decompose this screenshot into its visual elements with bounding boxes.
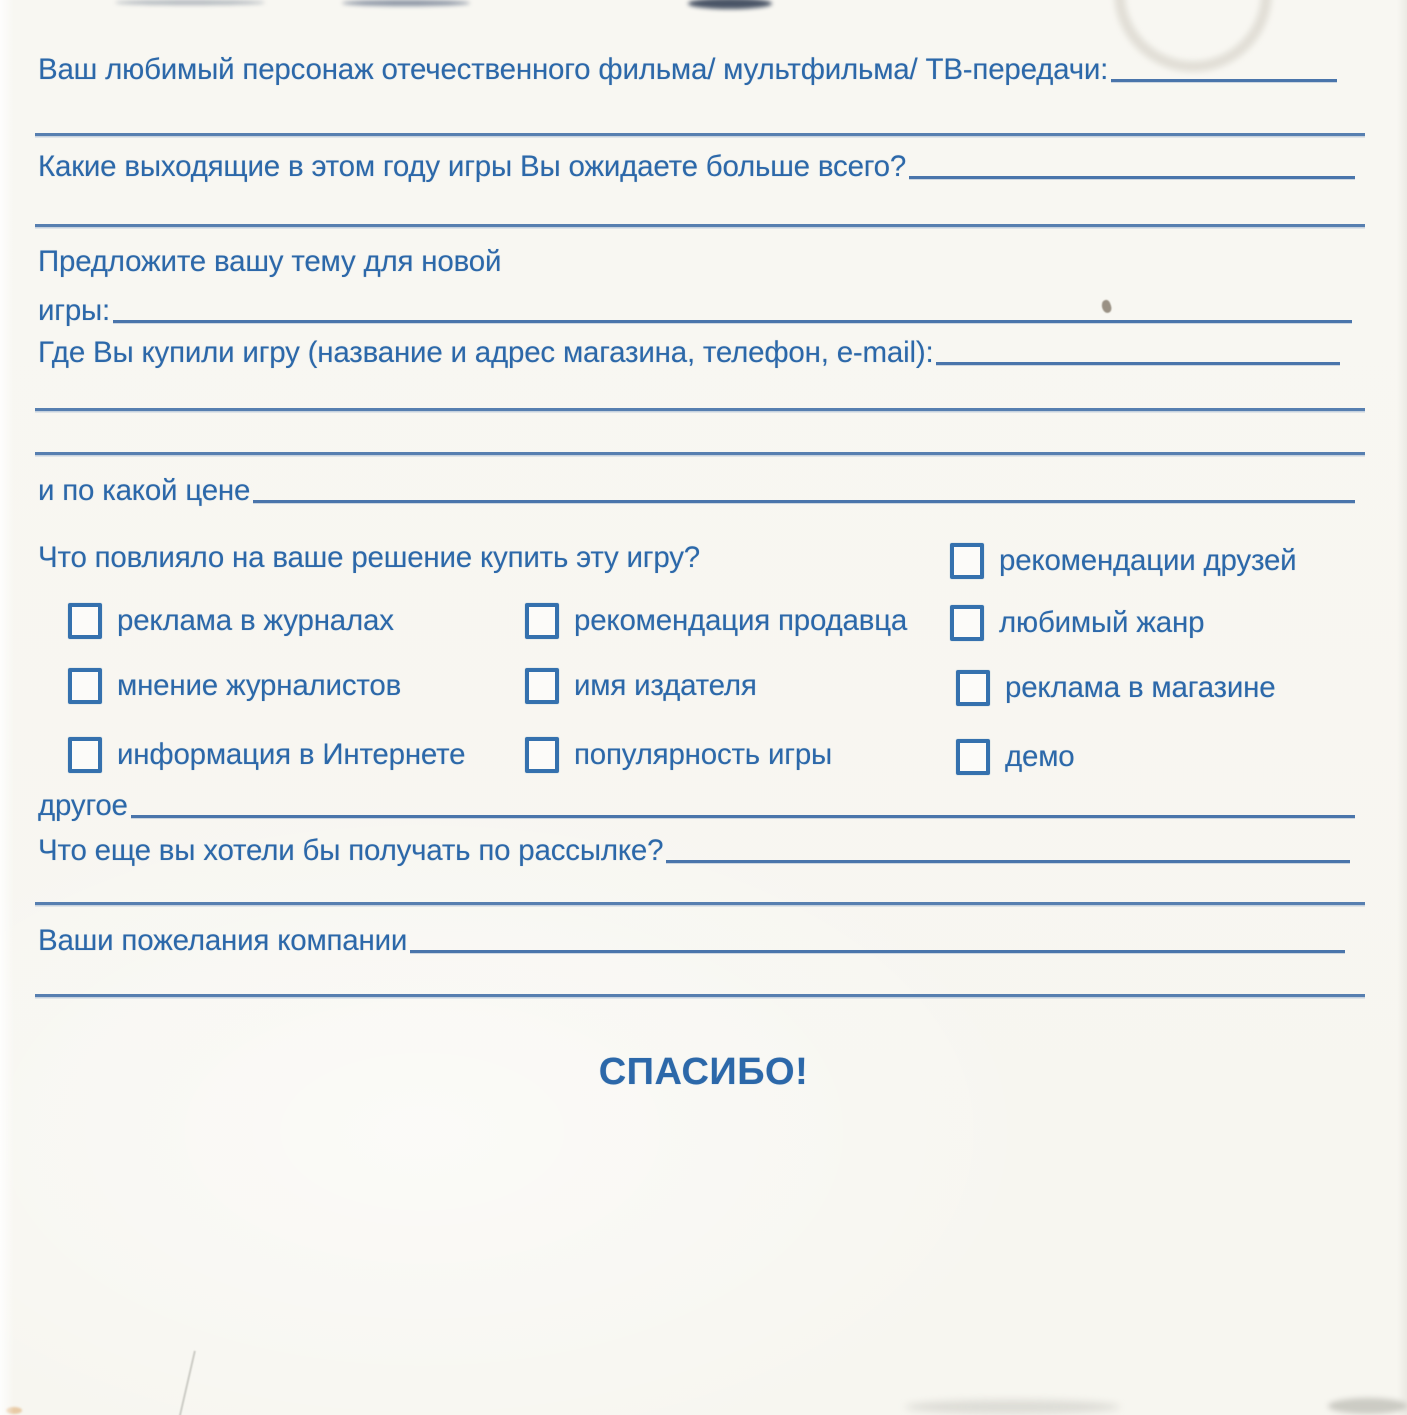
checkbox-label: имя издателя (574, 669, 757, 702)
checkbox[interactable] (950, 543, 984, 579)
checkbox-item-magazine-ads[interactable] (68, 600, 394, 642)
checkbox-item-game-popularity[interactable] (525, 734, 832, 776)
question-wishes (38, 925, 1345, 957)
question-wishes-label: Ваши пожелания компании (38, 924, 408, 957)
answer-line-mailing[interactable] (666, 860, 1350, 863)
question-new-theme-label: игры: (38, 294, 111, 327)
checkbox-label: мнение журналистов (117, 669, 402, 702)
checkbox[interactable] (68, 603, 102, 639)
answer-line-favorite-character[interactable] (1111, 79, 1337, 82)
checkbox[interactable] (525, 668, 559, 704)
question-influence (38, 542, 700, 574)
checkbox-label: популярность игры (574, 738, 833, 771)
answer-line-anticipated-games[interactable] (909, 176, 1355, 179)
scan-hairline (178, 1351, 196, 1415)
checkbox[interactable] (525, 737, 559, 773)
question-other-label: другое (38, 789, 128, 822)
question-favorite-character-label: Ваш любимый персонаж отечественного фильма/ мультфильма/ ТВ-передачи: (38, 53, 1109, 86)
checkbox-label: рекомендация продавца (574, 604, 908, 637)
answer-line-wishes[interactable] (410, 950, 1345, 953)
checkbox[interactable] (525, 603, 559, 639)
question-influence-label: Что повлияло на ваше решение купить эту игру? (38, 541, 700, 574)
checkbox-item-store-ads[interactable] (956, 667, 1275, 709)
answer-line-price[interactable] (253, 500, 1355, 503)
question-mailing-label: Что еще вы хотели бы получать по рассылке? (38, 834, 664, 867)
scan-smudge-top-2 (342, 0, 470, 6)
scan-corner-speck (6, 1407, 22, 1414)
checkbox-label: реклама в магазине (1005, 671, 1276, 704)
scan-smudge-bottom-2 (1328, 1398, 1407, 1414)
question-anticipated-games-label: Какие выходящие в этом году игры Вы ожидаете больше всего? (38, 150, 907, 183)
question-new-theme (38, 295, 1352, 327)
answer-line-where-bought-continued-2[interactable] (35, 452, 1365, 455)
question-other (38, 790, 1355, 822)
checkbox-item-demo[interactable] (956, 736, 1075, 778)
answer-line-mailing-continued[interactable] (35, 902, 1365, 905)
checkbox-item-seller-recommendation[interactable] (525, 600, 907, 642)
scan-edge-left (0, 0, 14, 1415)
checkbox[interactable] (68, 668, 102, 704)
question-where-bought (38, 337, 1340, 369)
question-mailing (38, 835, 1350, 867)
question-where-bought-label: Где Вы купили игру (название и адрес магазина, телефон, e-mail): (38, 336, 934, 369)
question-price-label: и по какой цене (38, 474, 251, 507)
answer-line-favorite-character-continued[interactable] (35, 133, 1365, 136)
checkbox[interactable] (68, 737, 102, 773)
answer-line-where-bought[interactable] (936, 362, 1340, 365)
question-favorite-character (38, 54, 1337, 86)
answer-line-other[interactable] (131, 815, 1355, 818)
question-new-theme-intro-label: Предложите вашу тему для новой (38, 245, 502, 278)
checkbox[interactable] (956, 739, 990, 775)
checkbox-label: информация в Интернете (117, 738, 466, 771)
checkbox-item-friends-recommendations[interactable] (950, 540, 1296, 582)
answer-line-anticipated-games-continued[interactable] (35, 224, 1365, 227)
checkbox-label: рекомендации друзей (999, 544, 1297, 577)
scan-smudge-top-1 (115, 0, 265, 5)
scan-edge-right (1397, 0, 1407, 1415)
checkbox[interactable] (950, 605, 984, 641)
answer-line-wishes-continued[interactable] (35, 994, 1365, 997)
question-price (38, 475, 1355, 507)
scan-smudge-top-3 (688, 0, 772, 9)
answer-line-where-bought-continued-1[interactable] (35, 408, 1365, 411)
checkbox-label: реклама в журналах (117, 604, 394, 637)
answer-line-new-theme[interactable] (113, 320, 1352, 323)
checkbox[interactable] (956, 670, 990, 706)
checkbox-item-internet-info[interactable] (68, 734, 465, 776)
question-new-theme-intro (38, 246, 501, 278)
checkbox-label: демо (1005, 740, 1075, 773)
question-anticipated-games (38, 151, 1355, 183)
thanks-text: СПАСИБО! (598, 1051, 809, 1093)
checkbox-label: любимый жанр (999, 606, 1205, 639)
checkbox-item-journalists-opinion[interactable] (68, 665, 401, 707)
scan-smudge-bottom-1 (905, 1400, 1120, 1414)
checkbox-item-publisher-name[interactable] (525, 665, 757, 707)
checkbox-item-favorite-genre[interactable] (950, 602, 1204, 644)
